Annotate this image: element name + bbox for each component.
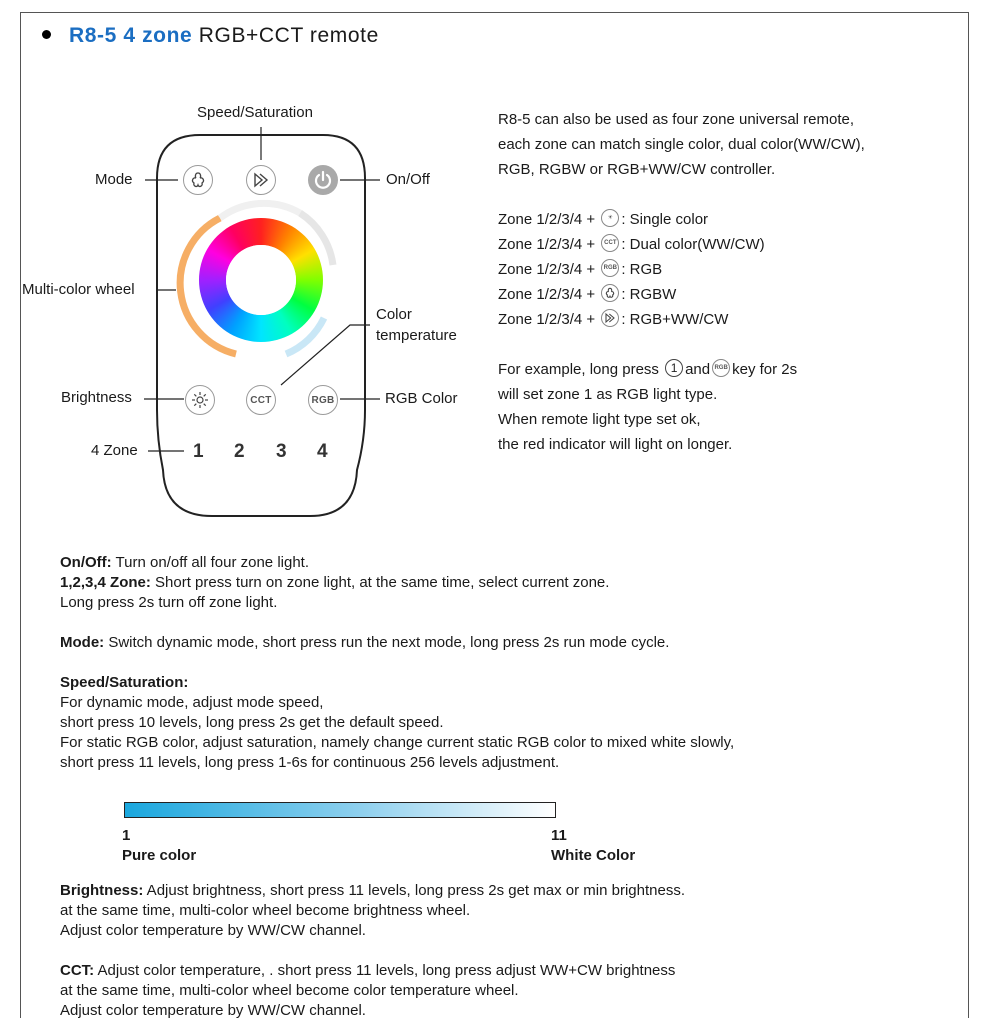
desc-speed-line-2: short press 10 levels, long press 2s get the default speed. <box>60 714 444 731</box>
desc-cct <box>60 961 675 981</box>
zone-type-text: : RGB <box>621 261 663 278</box>
rgb-icon: RGB <box>601 259 619 277</box>
desc-cct-line-3: Adjust color temperature by WW/CW channel. <box>60 1002 366 1019</box>
bar-max-value: 11 <box>551 827 567 844</box>
label-color: Color <box>376 306 412 323</box>
desc-onoff-label: On/Off: <box>60 554 112 571</box>
desc-speed-heading: Speed/Saturation: <box>60 674 189 691</box>
title-rest: RGB+CCT remote <box>198 24 379 47</box>
desc-cct-label: CCT: <box>60 962 95 979</box>
desc-cct-line-2: at the same time, multi-color wheel become color temperature wheel. <box>60 982 519 999</box>
title-model: R8-5 4 zone <box>69 24 193 47</box>
zone-1-button[interactable]: 1 <box>193 441 204 462</box>
example-and: and <box>685 361 711 378</box>
label-speed-saturation: Speed/Saturation <box>197 104 313 121</box>
desc-mode-text: Switch dynamic mode, short press run the next mode, long press 2s run mode cycle. <box>104 634 670 651</box>
example-line-2: will set zone 1 as RGB light type. <box>498 386 718 403</box>
desc-zone-text: Short press turn on zone light, at the same time, select current zone. <box>150 574 610 591</box>
desc-speed-label <box>60 673 188 693</box>
example-text: For example, long press <box>498 361 659 378</box>
intro-line-3: RGB, RGBW or RGB+WW/CW controller. <box>498 161 776 178</box>
label-temperature: temperature <box>376 327 457 344</box>
zone-prefix: Zone 1/2/3/4 + <box>498 311 596 328</box>
desc-speed-line-1: For dynamic mode, adjust mode speed, <box>60 694 324 711</box>
zone-type-rgbcct <box>498 307 728 332</box>
example-text-2: key for 2s <box>732 361 798 378</box>
desc-cct-text: Adjust color temperature, . short press 11 levels, long press adjust WW+CW brightness <box>94 962 676 979</box>
intro-line-2: each zone can match single color, dual color(WW/CW), <box>498 136 865 153</box>
desc-zone-label: 1,2,3,4 Zone: <box>60 574 151 591</box>
example-line-1 <box>498 357 797 382</box>
rgb-button-label: RGB <box>311 394 335 406</box>
speed-icon <box>252 171 270 189</box>
desc-onoff <box>60 553 309 573</box>
speed-button[interactable] <box>246 165 276 195</box>
desc-brightness-label: Brightness: <box>60 882 144 899</box>
desc-onoff-text: Turn on/off all four zone light. <box>111 554 309 571</box>
desc-speed-line-4: short press 11 levels, long press 1-6s for continuous 256 levels adjustment. <box>60 754 560 771</box>
desc-brightness <box>60 881 685 901</box>
label-on-off: On/Off <box>386 171 430 188</box>
label-mode: Mode <box>95 171 133 188</box>
bar-max-label: White Color <box>551 847 636 864</box>
label-multi-color-wheel: Multi-color wheel <box>22 281 135 298</box>
speed-icon <box>601 309 619 327</box>
label-4-zone: 4 Zone <box>91 442 138 459</box>
cct-button[interactable] <box>246 385 276 415</box>
zone-prefix: Zone 1/2/3/4 + <box>498 261 596 278</box>
zone-prefix: Zone 1/2/3/4 + <box>498 211 596 228</box>
zone-3-button[interactable]: 3 <box>276 441 287 462</box>
zone-type-text: : Dual color(WW/CW) <box>621 236 765 253</box>
saturation-gradient-bar <box>124 802 556 818</box>
desc-mode-label: Mode: <box>60 634 105 651</box>
brightness-button[interactable] <box>185 385 215 415</box>
zone-4-button[interactable]: 4 <box>317 441 328 462</box>
mode-icon <box>189 171 207 189</box>
power-icon <box>313 170 333 190</box>
power-button[interactable] <box>308 165 338 195</box>
zone-prefix: Zone 1/2/3/4 + <box>498 236 596 253</box>
zone-type-text: : Single color <box>621 211 709 228</box>
zone-type-rgb <box>498 257 662 282</box>
mode-icon <box>601 284 619 302</box>
zone-2-button[interactable]: 2 <box>234 441 245 462</box>
bar-min-label: Pure color <box>122 847 197 864</box>
desc-mode <box>60 633 669 653</box>
zone-type-text: : RGB+WW/CW <box>621 311 729 328</box>
desc-brightness-text: Adjust brightness, short press 11 levels, long press 2s get max or min brightness. <box>143 882 685 899</box>
desc-zone-line-2: Long press 2s turn off zone light. <box>60 594 278 611</box>
zone-type-text: : RGBW <box>621 286 677 303</box>
cct-icon: CCT <box>601 234 619 252</box>
sun-icon <box>191 391 209 409</box>
label-rgb-color: RGB Color <box>385 390 458 407</box>
example-line-4: the red indicator will light on longer. <box>498 436 733 453</box>
sun-icon: ☀ <box>601 209 619 227</box>
label-brightness: Brightness <box>61 389 132 406</box>
desc-zone <box>60 573 609 593</box>
zone-type-single <box>498 207 708 232</box>
intro-line-1: R8-5 can also be used as four zone universal remote, <box>498 111 855 128</box>
zone-prefix: Zone 1/2/3/4 + <box>498 286 596 303</box>
zone-type-rgbw <box>498 282 676 307</box>
example-line-3: When remote light type set ok, <box>498 411 701 428</box>
mode-button[interactable] <box>183 165 213 195</box>
key-1-icon: 1 <box>665 359 683 377</box>
rgb-button[interactable] <box>308 385 338 415</box>
zone-type-dual <box>498 232 765 257</box>
cct-button-label: CCT <box>250 394 272 406</box>
desc-brightness-line-3: Adjust color temperature by WW/CW channel. <box>60 922 366 939</box>
bar-min-value: 1 <box>122 827 131 844</box>
desc-speed-line-3: For static RGB color, adjust saturation, namely change current static RGB color to mixed white slowly, <box>60 734 735 751</box>
desc-brightness-line-2: at the same time, multi-color wheel become brightness wheel. <box>60 902 471 919</box>
rgb-icon: RGB <box>712 359 730 377</box>
